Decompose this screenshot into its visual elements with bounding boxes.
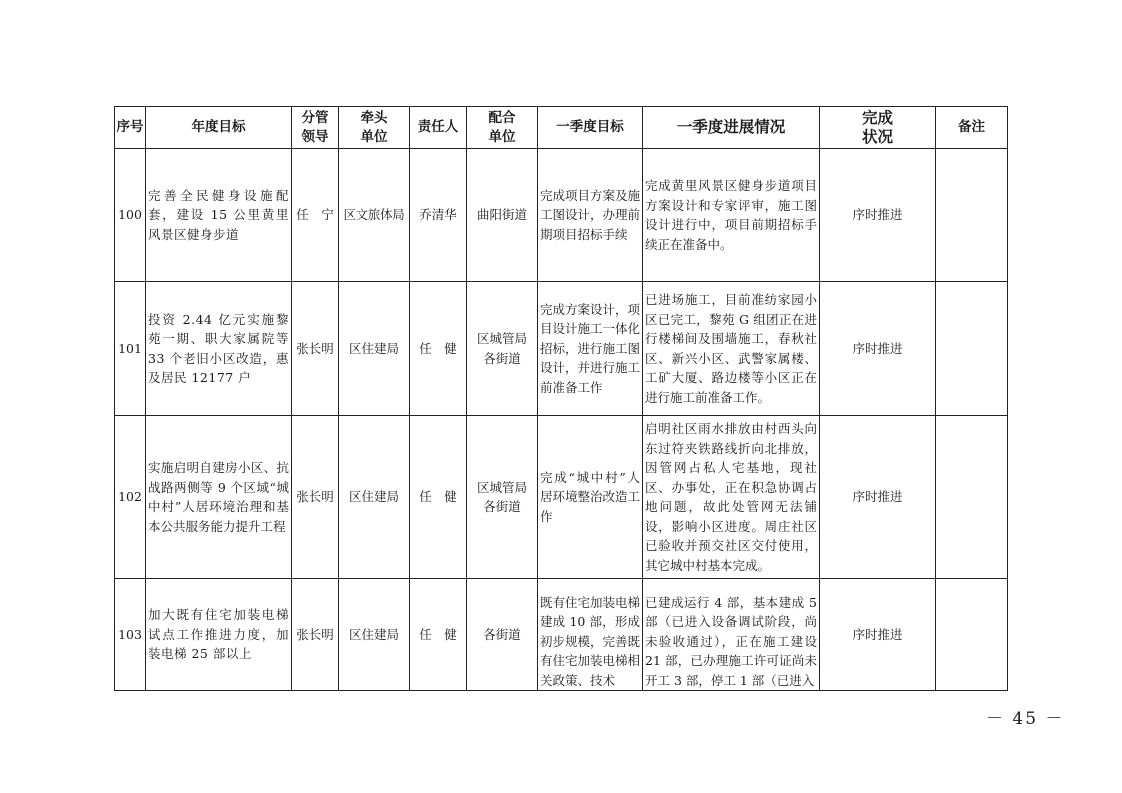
row-q1-progress-cell — [643, 579, 820, 691]
header-q1-goal: 一季度目标 — [538, 107, 643, 149]
header-responsible: 责任人 — [410, 107, 467, 149]
row-coop-unit: 各街道 — [467, 579, 538, 691]
row-status: 序时推进 — [820, 579, 936, 691]
row-lead-unit: 区文旅体局 — [339, 149, 410, 282]
header-remarks: 备注 — [936, 107, 1008, 149]
row-q1-goal: 完成方案设计，项目设计施工一体化招标，进行施工图设计，并进行施工前准备工作 — [538, 282, 643, 416]
table-row — [115, 579, 1008, 691]
row-q1-goal: 完成“城中村”人居环境整治改造工作 — [538, 416, 643, 579]
row-q1-progress: 已进场施工，目前准纺家园小区已完工，黎苑 G 组团正在进行楼梯间及围墙施工，春秋社区、新兴小区、武警家属楼、工矿大厦、路边楼等小区正在进行施工前准备工作。 — [643, 282, 820, 416]
row-q1-progress: 完成黄里风景区健身步道项目方案设计和专家评审，施工图设计进行中，项目前期招标手续正在准备中。 — [643, 149, 820, 282]
row-lead-unit: 区住建局 — [339, 579, 410, 691]
row-annual-goal: 加大既有住宅加装电梯试点工作推进力度，加装电梯 25 部以上 — [146, 579, 292, 691]
row-status: 序时推进 — [820, 149, 936, 282]
row-q1-progress: 启明社区雨水排放由村西头向东过符夹铁路线折向北排放，因管网占私人宅基地，现社区、办事处，正在积急协调占地问题，故此处管网无法铺设，影响小区进度。周庄社区已验收并预交社区交付使用，其它城中村基本完成。 — [643, 416, 820, 579]
row-remarks — [936, 149, 1008, 282]
row-leader: 张长明 — [292, 579, 339, 691]
row-no: 102 — [115, 416, 146, 579]
table-row — [115, 282, 1008, 416]
header-row — [115, 107, 1008, 149]
row-q1-goal: 完成项目方案及施工图设计，办理前期项目招标手续 — [538, 149, 643, 282]
row-annual-goal: 实施启明自建房小区、抗战路两侧等 9 个区域“城中村”人居环境治理和基本公共服务能力提升工程 — [146, 416, 292, 579]
row-coop-unit: 曲阳街道 — [467, 149, 538, 282]
header-lead-unit: 牵头 单位 — [339, 107, 410, 149]
row-no: 100 — [115, 149, 146, 282]
header-annual-goal: 年度目标 — [146, 107, 292, 149]
header-coop-unit: 配合 单位 — [467, 107, 538, 149]
row-q1-goal: 既有住宅加装电梯建成 10 部，形成初步规模，完善既有住宅加装电梯相关政策、技术 — [540, 594, 640, 688]
header-no: 序号 — [115, 107, 146, 149]
row-coop-unit: 区城管局 各街道 — [467, 416, 538, 579]
header-q1-progress: 一季度进展情况 — [643, 107, 820, 149]
page-number: － 45 － — [986, 709, 1065, 729]
header-status: 完成 状况 — [820, 107, 936, 149]
row-responsible: 乔清华 — [410, 149, 467, 282]
row-responsible: 任 健 — [410, 282, 467, 416]
row-q1-progress: 已建成运行 4 部，基本建成 5 部（已进入设备调试阶段，尚未验收通过），正在施工建设 21 部，已办理施工许可证尚未开工 3 部，停工 1 部（已进入 — [645, 594, 817, 688]
work-target-table — [114, 106, 1008, 691]
row-remarks — [936, 282, 1008, 416]
row-annual-goal: 投资 2.44 亿元实施黎苑一期、职大家属院等 33 个老旧小区改造，惠及居民 12177 户 — [146, 282, 292, 416]
row-remarks — [936, 416, 1008, 579]
table-row — [115, 416, 1008, 579]
row-lead-unit: 区住建局 — [339, 282, 410, 416]
row-q1-goal-cell — [538, 579, 643, 691]
row-lead-unit: 区住建局 — [339, 416, 410, 579]
table-row — [115, 149, 1008, 282]
row-leader: 任 宁 — [292, 149, 339, 282]
row-status: 序时推进 — [820, 416, 936, 579]
row-annual-goal: 完善全民健身设施配套，建设 15 公里黄里风景区健身步道 — [146, 149, 292, 282]
row-leader: 张长明 — [292, 416, 339, 579]
row-no: 101 — [115, 282, 146, 416]
header-leader: 分管 领导 — [292, 107, 339, 149]
row-responsible: 任 健 — [410, 579, 467, 691]
row-no: 103 — [115, 579, 146, 691]
row-remarks — [936, 579, 1008, 691]
row-coop-unit: 区城管局 各街道 — [467, 282, 538, 416]
row-responsible: 任 健 — [410, 416, 467, 579]
row-status: 序时推进 — [820, 282, 936, 416]
row-leader: 张长明 — [292, 282, 339, 416]
